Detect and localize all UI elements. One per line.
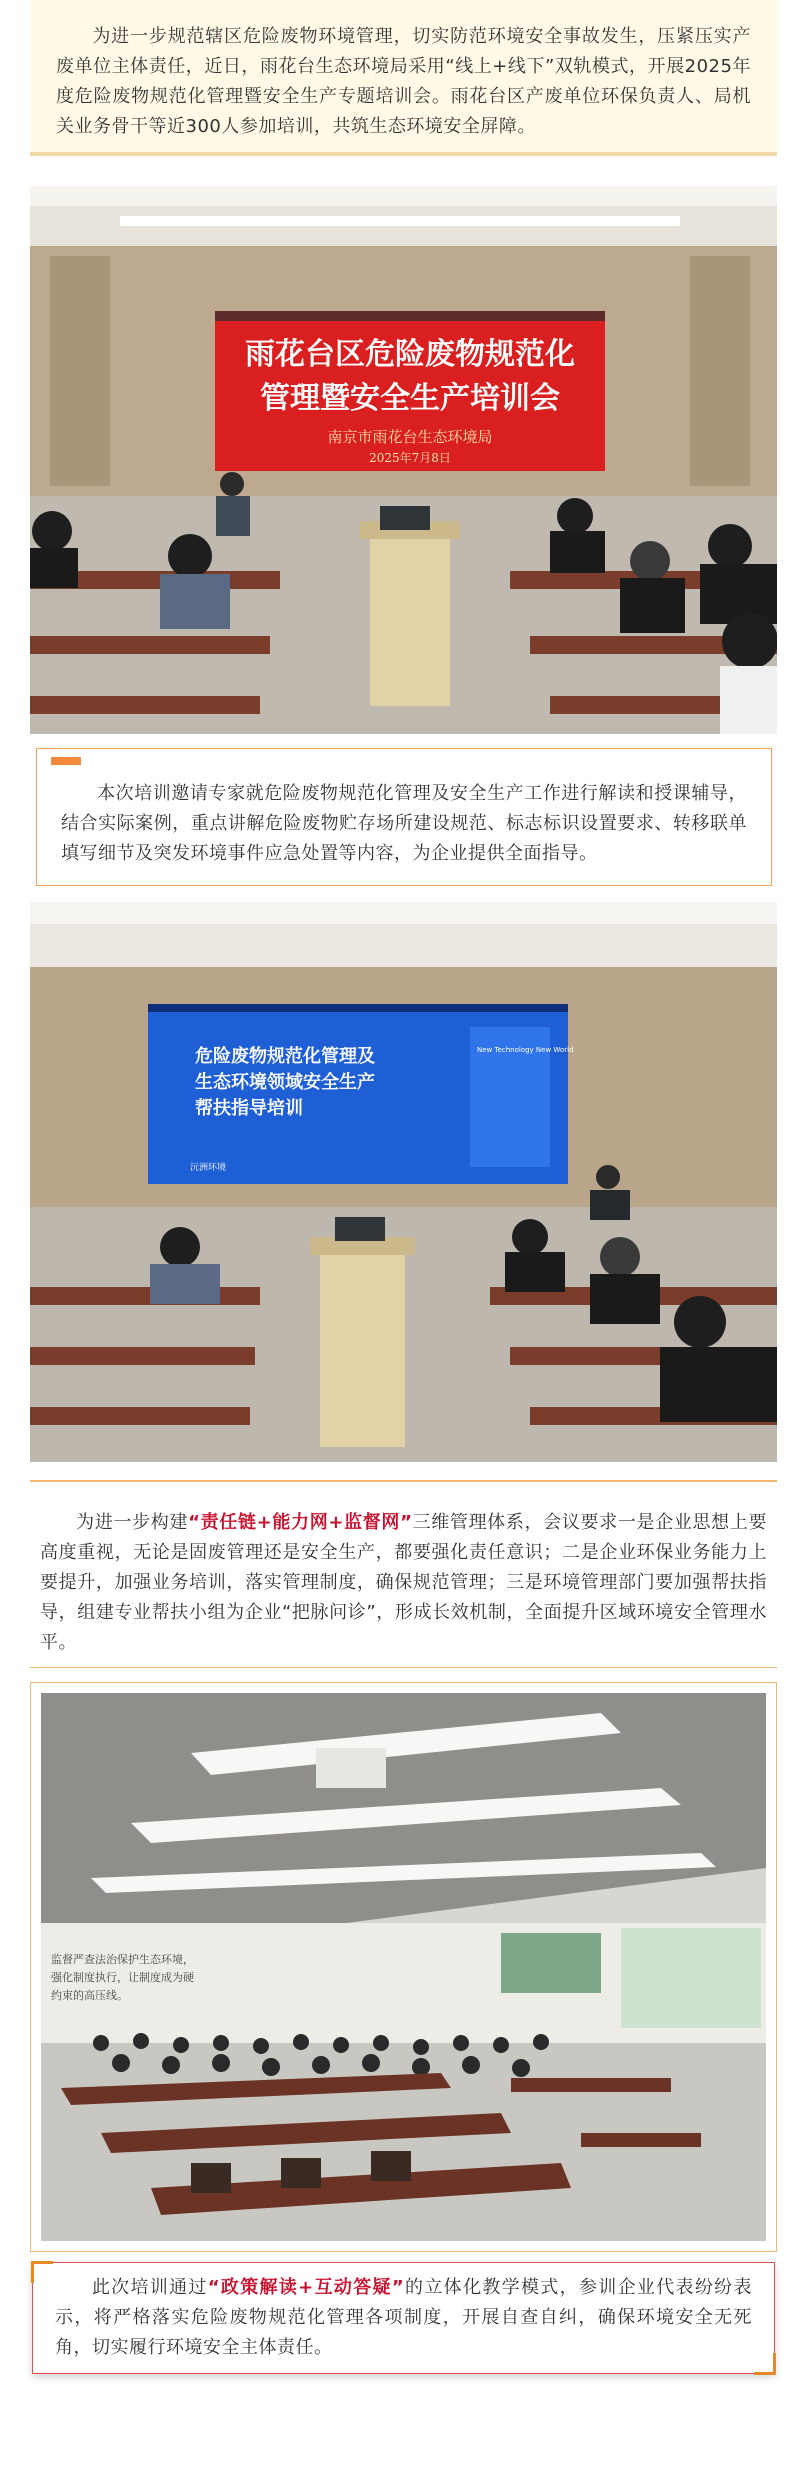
ending-text-before: 此次培训通过 bbox=[91, 2277, 208, 2298]
tip-text: 本次培训邀请专家就危险废物规范化管理及安全生产工作进行解读和授课辅导，结合实际案例，重点讲解危险废物贮存场所建设规范、标志标识设置要求、转移联单填写细节及突发环境事件应急处置等内容，为企业提供全面指导。 bbox=[61, 783, 747, 864]
ending-highlight: “政策解读+互动答疑” bbox=[207, 2277, 405, 2298]
body-paragraph bbox=[40, 1508, 767, 1658]
body-highlight: “责任链+能力网+监督网” bbox=[188, 1512, 413, 1533]
divider-top bbox=[30, 1480, 777, 1482]
wall-slogan-line3: 约束的高压线。 bbox=[51, 1989, 128, 2002]
body-box bbox=[30, 1480, 777, 1668]
intro-bottom-bar bbox=[30, 152, 777, 156]
screen-title-line2: 生态环境领域安全生产 bbox=[195, 1072, 375, 1093]
banner-title-line2: 管理暨安全生产培训会 bbox=[260, 381, 560, 416]
screen-title-line3: 帮扶指导培训 bbox=[195, 1098, 303, 1119]
wall-slogan-line2: 强化制度执行，让制度成为硬 bbox=[51, 1971, 194, 1984]
corner-decoration-top-left bbox=[31, 2261, 53, 2283]
corner-decoration-bottom-right bbox=[754, 2353, 776, 2375]
training-photo-1 bbox=[30, 186, 777, 734]
body-text-before: 为进一步构建 bbox=[76, 1512, 189, 1533]
intro-text: 为进一步规范辖区危险废物环境管理，切实防范环境安全事故发生，压紧压实产废单位主体责任，近日，雨花台生态环境局采用“线上+线下”双轨模式，开展2025年度危险废物规范化管理暨安全生产专题培训会。雨花台区产废单位环保负责人、局机关业务骨干等近300人参加培训，共筑生态环境安全屏障。 bbox=[56, 26, 751, 137]
ending-box bbox=[32, 2262, 775, 2374]
intro-paragraph bbox=[56, 22, 751, 142]
banner-org: 南京市雨花台生态环境局 bbox=[327, 428, 493, 446]
screen-side-text: New Technology New World bbox=[477, 1046, 574, 1054]
photo-3-frame bbox=[30, 1682, 777, 2252]
screen-logo-text: 沅洲环境 bbox=[190, 1163, 227, 1173]
intro-box bbox=[30, 0, 777, 156]
wall-slogan-line1: 监督严查法治保护生态环境， bbox=[51, 1953, 194, 1966]
body-text-after: 三维管理体系，会议要求一是企业思想上要高度重视，无论是固废管理还是安全生产，都要强化责任意识；二是企业环保业务能力上要提升，加强业务培训，落实管理制度，确保规范管理；三是环境管理部门要加强帮扶指导，组建专业帮扶小组为企业“把脉问诊”，形成长效机制，全面提升区域环境安全管理水平。 bbox=[40, 1512, 768, 1653]
tip-box bbox=[36, 748, 772, 886]
training-photo-3 bbox=[41, 1693, 766, 2241]
tip-paragraph bbox=[61, 779, 747, 869]
divider-bottom bbox=[30, 1667, 777, 1669]
orange-tag-mark bbox=[51, 757, 81, 765]
ending-paragraph bbox=[55, 2273, 752, 2363]
banner-date: 2025年7月8日 bbox=[369, 451, 451, 465]
ending-text-after: 的立体化教学模式，参训企业代表纷纷表示，将严格落实危险废物规范化管理各项制度，开展自查自纠，确保环境安全无死角，切实履行环境安全主体责任。 bbox=[55, 2277, 753, 2358]
banner-title-line1: 雨花台区危险废物规范化 bbox=[245, 337, 575, 372]
training-photo-2 bbox=[30, 902, 777, 1462]
screen-title-line1: 危险废物规范化管理及 bbox=[195, 1046, 375, 1067]
